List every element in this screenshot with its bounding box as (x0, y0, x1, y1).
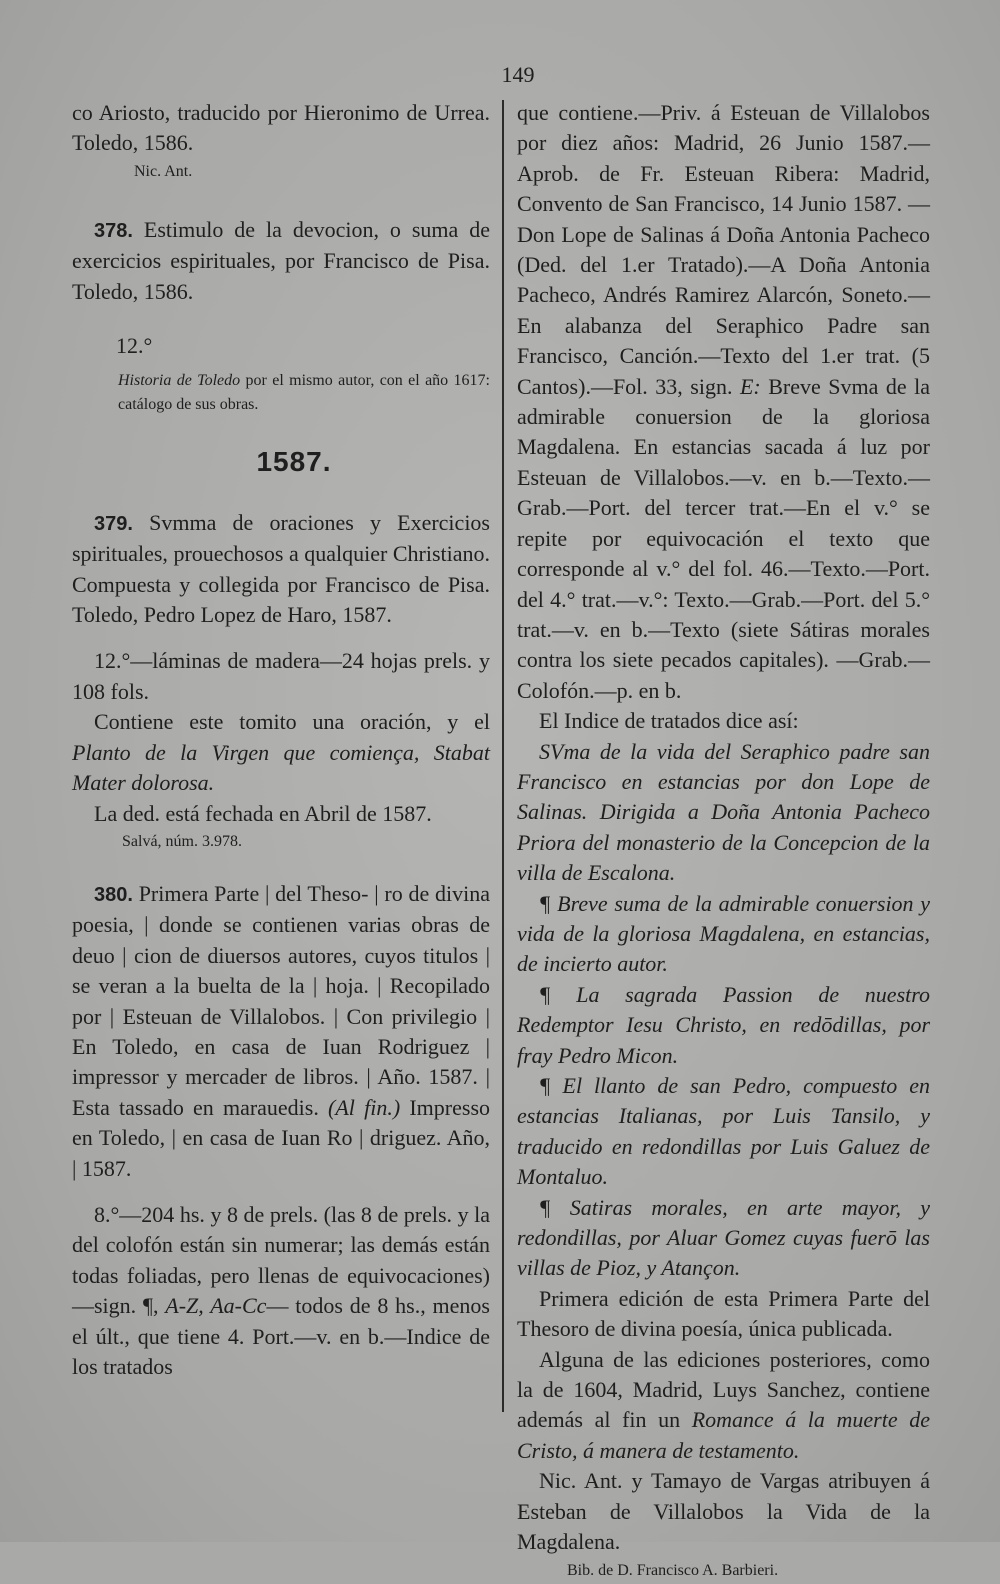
index-item: ¶ Breve suma de la admirable conuersion y vida de la gloriosa Magdalena, en estancias, de incierto autor. (517, 890, 930, 977)
index-item: SVma de la vida del Seraphico padre san Francisco en estancias por don Lope de Salinas. Dirigida a Doña Antonia Pacheco Priora del monasterio de la Concepcion de la villa de Escalona. (517, 738, 930, 886)
source-citation: Salvá, núm. 3.978. (122, 832, 242, 850)
source-citation: Bib. de D. Francisco A. Barbieri. (567, 1561, 779, 1579)
entry-description: La ded. está fechada en Abril de 1587. (94, 800, 432, 826)
index-item: ¶ Satiras morales, en arte mayor, y redondillas, por Aluar Gomez cuyas fuerō las villas de Pioz, y Atançon. (517, 1194, 930, 1281)
description-italic: E: (739, 373, 761, 399)
entry-379 (72, 508, 490, 631)
entry-number: 380. (94, 883, 133, 906)
entry-number: 378. (94, 219, 133, 242)
entry-note (72, 369, 490, 417)
commentary-italic: Romance á la muerte de Cristo, á manera de testamento. (517, 1407, 930, 1463)
entry-text: Impresso en Toledo, | en casa de Iuan Ro | driguez. Año, | 1587. (72, 1094, 491, 1181)
entry-number: 379. (94, 512, 133, 535)
column-divider (502, 100, 504, 1412)
right-column (517, 98, 930, 1584)
source-citation: Nic. Ant. (134, 162, 193, 180)
commentary-paragraph: Nic. Ant. y Tamayo de Vargas atribuyen á Esteban de Villalobos la Vida de la Magdalena. (517, 1468, 930, 1555)
year-heading: 1587. (256, 446, 332, 478)
entry-format: 12.° (116, 333, 153, 359)
index-intro: El Indice de tratados dice así: (539, 708, 799, 734)
entry-380 (72, 879, 490, 1184)
note-text: por el mismo autor, con el año 1617: catálogo de sus obras. (118, 372, 491, 414)
commentary-paragraph (517, 1345, 930, 1467)
index-item: ¶ El llanto de san Pedro, compuesto en estancias Italianas, por Luis Tansilo, y traducido en redondillas por Luis Galuez de Montaluo. (517, 1073, 930, 1190)
description-text: que contiene.—Priv. á Esteuan de Villalobos por diez años: Madrid, 26 Junio 1587.— Aprob. de Fr. Esteuan Ribera: Madrid, Convento de San Francisco, 14 Junio 1587. —Don Lope de Salinas á Doña Antonia Pacheco (Ded. del 1.er Tratado).—A Doña Antonia Pacheco, Andrés Ramirez Alarcón, Soneto.—En alabanza del Seraphico Padre san Francisco, Canción.—Texto del 1.er trat. (5 Cantos).—Fol. 33, sign. (517, 100, 930, 399)
carryover-paragraph: co Ariosto, traducido por Hieronimo de Urrea. Toledo, 1586. (72, 100, 490, 156)
entry-378 (72, 215, 490, 307)
entry-text: Primera Parte | del Theso- | ro de divina poesia, | donde se contienen varias obras de deuo | cion de diuersos autores, cuyos titulos | se veran a la buelta de la | hoja. | Recopilado por | Esteuan de Villalobos. | Con privilegio | En Toledo, en casa de Iuan Rodriguez | impressor y mercader de libros. | Año. 1587. | Esta tassado en marauedis. (72, 880, 490, 1120)
entry-italic: (Al fin.) (328, 1094, 401, 1120)
page-number: 149 (501, 62, 535, 87)
description-text: Contiene este tomito una oración, y el (94, 709, 490, 735)
entry-text: Estimulo de la devocion, o suma de exercicios espirituales, por Francisco de Pisa. Toledo, 1586. (72, 216, 490, 304)
description-italic: A-Z, Aa-Cc (165, 1293, 267, 1319)
description-text: — todos de 8 hs., menos el últ., que tiene 4. Port.—v. en b.—Indice de los tratados (72, 1293, 490, 1379)
continued-description (517, 98, 930, 706)
commentary-text: Alguna de las ediciones posteriores, como la de 1604, Madrid, Luys Sanchez, contiene además al fin un (517, 1346, 930, 1433)
index-item: ¶ La sagrada Passion de nuestro Redemptor Iesu Christo, en redōdillas, por fray Pedro Micon. (517, 981, 930, 1068)
description-text: 8.°—204 hs. y 8 de prels. (las 8 de prels. y la del colofón están sin numerar; las demás están todas foliadas, pero llenas de equivocaciones)—sign. ¶, (72, 1201, 490, 1319)
entry-description (72, 707, 490, 798)
note-title: Historia de Toledo (118, 372, 241, 390)
description-text: Breve Svma de la admirable conuersion de la gloriosa Magdalena. En estancias sacada á luz por Esteuan de Villalobos.—v. en b.—Texto.— Grab.—Port. del tercer trat.—En el v.° se repite por equivocación el texto que corresponde al v.° del fol. 46.—Texto.—Port. del 4.° trat.—v.°: Texto.—Grab.—Port. del 5.° trat.—v. en b.—Texto (siete Sátiras morales contra los siete pecados capitales). —Grab.—Colofón.—p. en b. (517, 373, 930, 703)
commentary-paragraph: Primera edición de esta Primera Parte del Thesoro de divina poesía, única publicada. (517, 1285, 930, 1342)
left-column (72, 98, 490, 1382)
entry-description (72, 1200, 490, 1382)
entry-text: Svmma de oraciones y Exercicios spirituales, prouechosos a qualquier Christiano. Compuesta y collegida por Francisco de Pisa. Toledo, Pedro Lopez de Haro, 1587. (72, 509, 490, 628)
entry-description: 12.°—láminas de madera—24 hojas prels. y 108 fols. (72, 648, 490, 704)
description-italic: Planto de la Virgen que comiença, Stabat Mater dolorosa. (72, 739, 490, 796)
